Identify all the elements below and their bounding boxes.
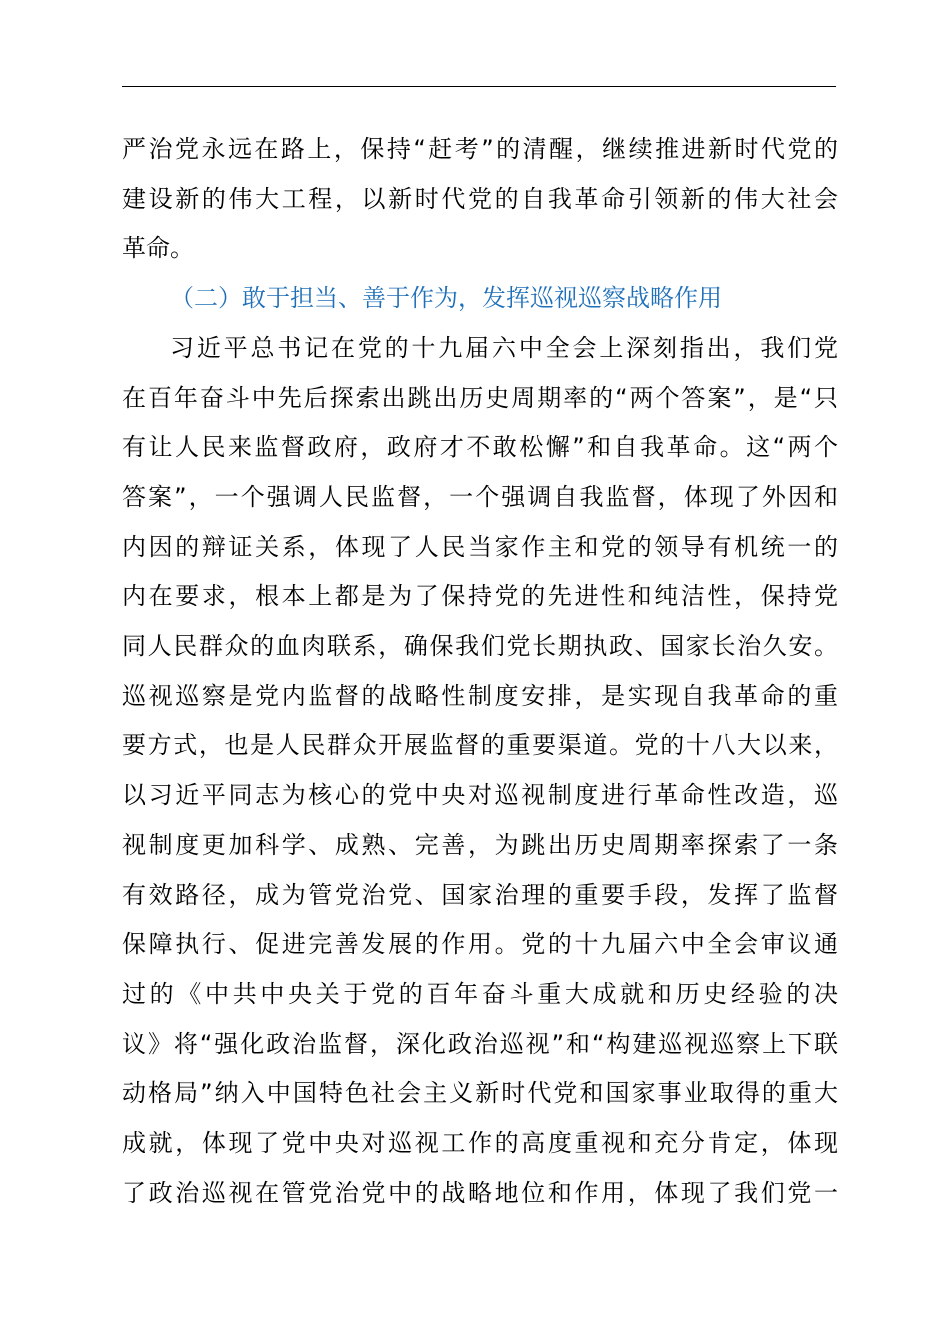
text-line: 有让人民来监督政府，政府才不敢松懈”和自我革命。这“两个 (122, 433, 838, 462)
text-line: 答案”，一个强调人民监督，一个强调自我监督，体现了外因和 (122, 482, 838, 511)
text-line: 内在要求，根本上都是为了保持党的先进性和纯洁性，保持党 (122, 582, 838, 611)
text-line: 动格局”纳入中国特色社会主义新时代党和国家事业取得的重大 (122, 1079, 838, 1108)
text-line: 以习近平同志为核心的党中央对巡视制度进行革命性改造，巡 (122, 781, 838, 810)
paragraph-body (122, 324, 838, 1219)
text-line: 议》将“强化政治监督，深化政治巡视”和“构建巡视巡察上下联 (122, 1029, 838, 1058)
document-body (122, 125, 838, 1218)
header-rule (122, 86, 836, 87)
text-line: 有效路径，成为管党治党、国家治理的重要手段，发挥了监督 (122, 880, 838, 909)
text-line: 同人民群众的血肉联系，确保我们党长期执政、国家长治久安。 (122, 632, 838, 661)
section-heading: （二）敢于担当、善于作为，发挥巡视巡察战略作用 (170, 284, 722, 313)
text-line: 视制度更加科学、成熟、完善，为跳出历史周期率探索了一条 (122, 830, 838, 859)
text-line: 习近平总书记在党的十九届六中全会上深刻指出，我们党 (170, 333, 838, 362)
text-line: 要方式，也是人民群众开展监督的重要渠道。党的十八大以来， (122, 731, 838, 760)
text-line: 在百年奋斗中先后探索出跳出历史周期率的“两个答案”，是“只 (122, 383, 838, 412)
text-line: 严治党永远在路上，保持“赶考”的清醒，继续推进新时代党的 (122, 135, 838, 163)
text-line: 过的《中共中央关于党的百年奋斗重大成就和历史经验的决 (122, 979, 838, 1008)
paragraph-continuation (122, 125, 838, 274)
text-line: 革命。 (122, 234, 194, 263)
text-line: 了政治巡视在管党治党中的战略地位和作用，体现了我们党一 (122, 1178, 838, 1207)
text-line: 成就，体现了党中央对巡视工作的高度重视和充分肯定，体现 (122, 1129, 838, 1158)
text-line: 保障执行、促进完善发展的作用。党的十九届六中全会审议通 (122, 930, 838, 959)
text-line: 内因的辩证关系，体现了人民当家作主和党的领导有机统一的 (122, 532, 838, 561)
text-line: 建设新的伟大工程，以新时代党的自我革命引领新的伟大社会 (122, 184, 838, 213)
text-line: 巡视巡察是党内监督的战略性制度安排，是实现自我革命的重 (122, 681, 838, 710)
